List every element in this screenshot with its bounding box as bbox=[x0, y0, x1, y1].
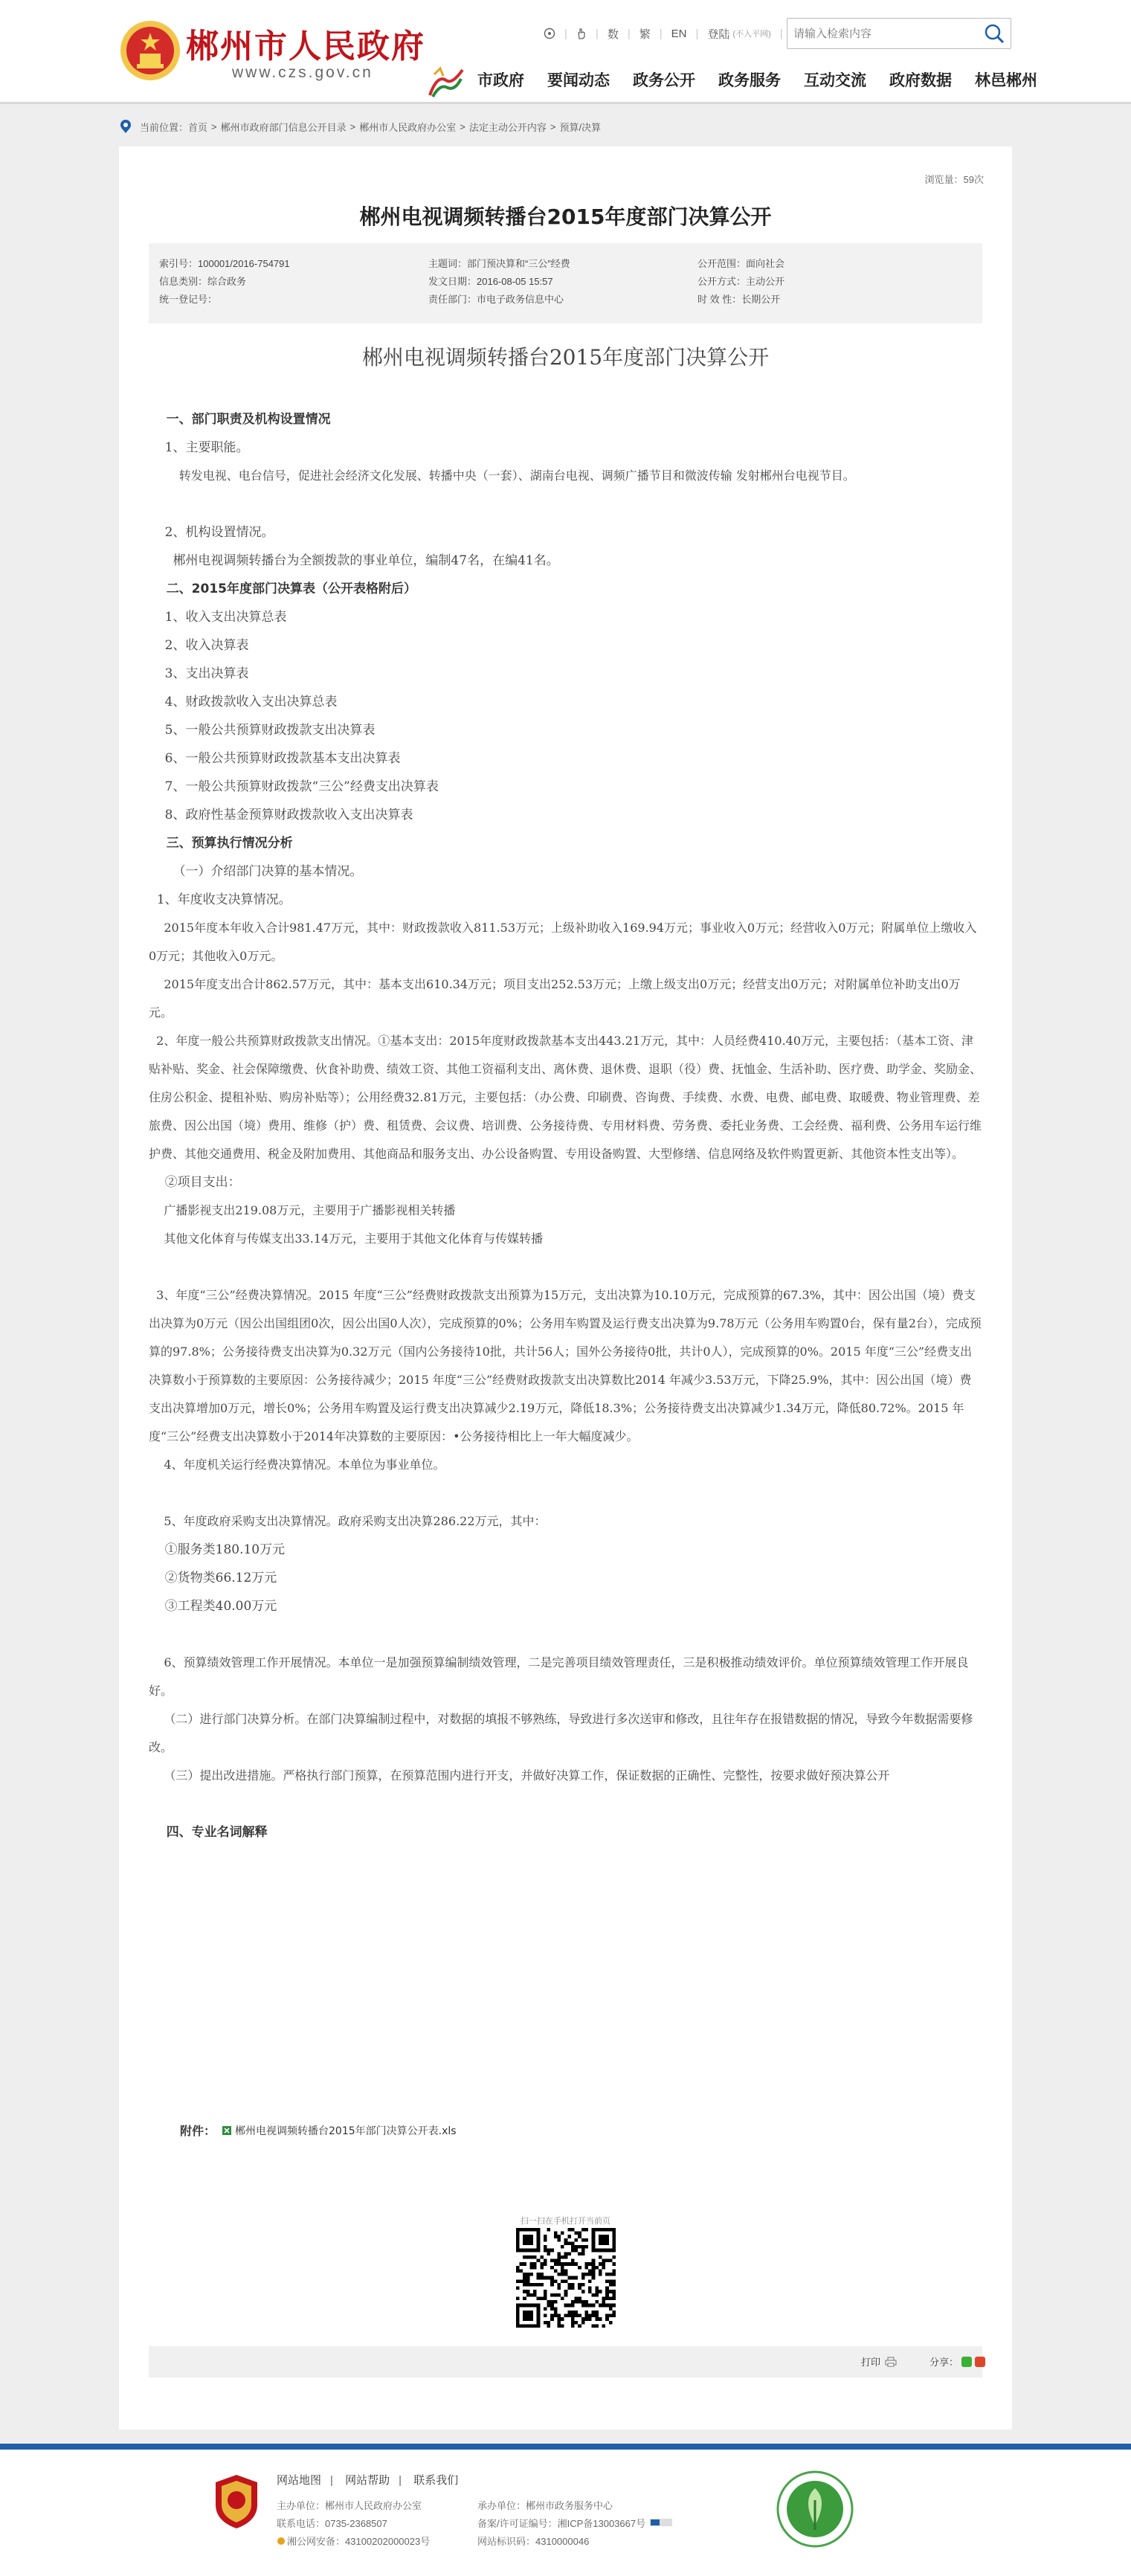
body-paragraph: ③工程类40.00万元 bbox=[149, 1599, 277, 1614]
print-label: 打印 bbox=[861, 2357, 881, 2368]
print-button[interactable] bbox=[861, 2354, 897, 2369]
site-header bbox=[0, 0, 1131, 104]
body-paragraph: （二）进行部门决算分析。在部门决算编制过程中，对数据的填报不够熟练，导致进行多次送审和修改，且往年存在报错数据的情况，导致今年数据需要修改。 bbox=[149, 1712, 973, 1754]
meta-keywords: 主题词：部门预决算和“三公”经费 bbox=[428, 258, 570, 269]
login-link[interactable] bbox=[707, 26, 770, 42]
site-url: www.czs.gov.cn bbox=[232, 64, 373, 81]
body-paragraph: ②货物类66.12万元 bbox=[149, 1571, 277, 1585]
body-paragraph: ①服务类180.10万元 bbox=[149, 1542, 286, 1557]
body-paragraph bbox=[149, 1790, 982, 1818]
footer-info bbox=[277, 2497, 672, 2551]
english-link[interactable]: EN bbox=[671, 27, 687, 40]
body-paragraph: ②项目支出： bbox=[149, 1175, 241, 1190]
location-pin-icon bbox=[119, 119, 132, 134]
article-subtitle: 郴州电视调频转播台2015年度部门决算公开 bbox=[361, 345, 770, 370]
body-paragraph: 郴州电视调频转播台为全额拨款的事业单位，编制47名，在编41名。 bbox=[149, 553, 559, 568]
body-paragraph bbox=[149, 1253, 982, 1281]
party-government-seal-icon[interactable] bbox=[213, 2473, 260, 2530]
body-paragraph: 1、主要职能。 bbox=[149, 440, 249, 455]
section-heading: 四、专业名词解释 bbox=[149, 1825, 268, 1840]
national-emblem-icon[interactable] bbox=[119, 19, 181, 82]
body-paragraph: 2、收入决算表 bbox=[149, 638, 249, 653]
breadcrumb-item-public-content[interactable]: 法定主动公开内容 bbox=[468, 121, 547, 133]
traditional-chinese-link[interactable]: 繁 bbox=[639, 28, 651, 41]
nav-item-interaction[interactable]: 互动交流 bbox=[804, 71, 866, 89]
nav-item-news[interactable]: 要闻动态 bbox=[547, 71, 610, 89]
body-paragraph: 7、一般公共预算财政拨款“三公”经费支出决算表 bbox=[149, 779, 439, 794]
section-heading: 一、部门职责及机构设置情况 bbox=[149, 412, 331, 427]
meta-category: 信息类别：综合政务 bbox=[159, 276, 247, 287]
footer-phone: 联系电话：0735-2368507 bbox=[277, 2518, 387, 2529]
attachment-label: 附件： bbox=[180, 2124, 216, 2138]
body-paragraph bbox=[149, 1479, 982, 1507]
share-group bbox=[929, 2354, 985, 2369]
article-body bbox=[149, 405, 982, 1846]
body-paragraph: 5、年度政府采购支出决算情况。政府采购支出决算286.22万元，其中： bbox=[149, 1514, 547, 1528]
article-action-bar bbox=[149, 2346, 982, 2377]
footer-icp-text: 备案/许可证编号：湘ICP备13003667号 bbox=[477, 2518, 646, 2529]
body-paragraph bbox=[149, 490, 982, 518]
breadcrumb-separator: > bbox=[550, 120, 556, 132]
breadcrumb-separator: > bbox=[211, 120, 217, 132]
body-paragraph: 4、年度机关运行经费决算情况。本单位为事业单位。 bbox=[149, 1458, 445, 1472]
body-paragraph: 广播影视支出219.08万元，主要用于广播影视相关转播 bbox=[149, 1203, 456, 1217]
breadcrumb-item-office[interactable]: 郴州市人民政府办公室 bbox=[359, 121, 457, 133]
login-label: 登陆 bbox=[707, 28, 730, 41]
login-sub-label: (不入平网) bbox=[732, 30, 771, 39]
meta-row bbox=[159, 256, 982, 274]
footer-police-record[interactable] bbox=[277, 2533, 477, 2551]
search-box bbox=[787, 18, 1011, 49]
body-paragraph: 1、收入支出决算总表 bbox=[149, 610, 287, 625]
article-title: 郴州电视调频转播台2015年度部门决算公开 bbox=[359, 205, 772, 229]
site-title[interactable]: 郴州市人民政府 bbox=[186, 28, 425, 65]
attachment-file-link[interactable]: 郴州电视调频转播台2015年部门决算公开表.xls bbox=[235, 2125, 457, 2137]
footer-site-code: 网站标识码：4310000046 bbox=[477, 2536, 590, 2547]
nav-item-gov-info[interactable]: 政务公开 bbox=[633, 71, 695, 89]
body-paragraph: 转发电视、电台信号，促进社会经济文化发展、转播中央（一套）、湖南台电视、调频广播节目和微波传输 发射郴州台电视节目。 bbox=[149, 468, 855, 483]
excel-file-icon bbox=[222, 2125, 232, 2136]
data-link[interactable]: 数 bbox=[607, 28, 619, 41]
share-label: 分享： bbox=[929, 2357, 959, 2368]
body-paragraph: 8、政府性基金预算财政拨款收入支出决算表 bbox=[149, 808, 413, 822]
section-heading: 二、2015年度部门决算表（公开表格附后） bbox=[149, 582, 417, 596]
meta-publish-date: 发文日期：2016-08-05 15:57 bbox=[428, 276, 553, 287]
footer-link-sitemap[interactable]: 网站地图 bbox=[277, 2474, 322, 2487]
weibo-share-icon[interactable] bbox=[975, 2357, 985, 2367]
body-paragraph: 5、一般公共预算财政拨款支出决算表 bbox=[149, 723, 376, 738]
meta-publish-method: 公开方式：主动公开 bbox=[697, 276, 785, 287]
body-paragraph: 6、预算绩效管理工作开展情况。本单位一是加强预算编制绩效管理，二是完善项目绩效管理责任，三是积极推动绩效评价。单位预算绩效管理工作开展良好。 bbox=[149, 1655, 969, 1698]
meta-registration-number: 统一登记号： bbox=[159, 294, 218, 305]
view-count: 浏览量：59次 bbox=[924, 174, 984, 185]
breadcrumb bbox=[119, 117, 601, 135]
body-paragraph: 6、一般公共预算财政拨款基本支出决算表 bbox=[149, 751, 401, 766]
meta-validity: 时 效 性：长期公开 bbox=[697, 294, 781, 305]
footer-sponsor: 主办单位：郴州市人民政府办公室 bbox=[277, 2500, 422, 2511]
hand-icon[interactable] bbox=[576, 28, 587, 39]
gov-site-find-error-badge-icon[interactable] bbox=[776, 2470, 854, 2548]
breadcrumb-item-budget[interactable]: 预算/决算 bbox=[559, 121, 602, 133]
top-toolbar: | | 数 | 繁 | EN | 登陆 (不入平网) | bbox=[539, 24, 819, 43]
nav-item-city-gov[interactable]: 市政府 bbox=[477, 71, 524, 89]
nav-item-gov-service[interactable]: 政务服务 bbox=[718, 71, 781, 89]
meta-row bbox=[159, 274, 982, 292]
body-paragraph: 3、年度“三公”经费决算情况。2015 年度“三公”经费财政拨款支出预算为15万元，支出决算为10.10万元，完成预算的67.3%，其中：因公出国（境）费支出决算为0万元（因公出国组团0次，因公出国0人次），完成预算的0%；公务用车购置及运行费支出决算为9.78万元（公务用车购置0台，保有量2台），完成预算的97.8%；公务接待费支出决算为0.32万元（国内公务接待10批，共计56人；国外公务接待0批，共计0人），完成预算的0%。2015 年度“三公”经费支出决算数小于预算数的主要原因：公务接待减少；2015 年度“三公”经费财政拨款支出决算数比2014 年减少3.53万元，下降25.9%，其中：因公出国（境）费支出决算增加0万元，增长0%；公务用车购置及运行费支出决算减少2.19万元，降低18.3%；公务接待费支出决算减少1.34万元，降低80.72%。2015 年度“三公”经费支出决算数小于2014年决算数的主要原因：•公务接待相比上一年大幅度减少。 bbox=[149, 1288, 982, 1443]
breadcrumb-separator: > bbox=[460, 120, 465, 132]
body-paragraph: 2015年度支出合计862.57万元，其中：基本支出610.34万元；项目支出252.53万元；上缴上级支出0万元；经营支出0万元；对附属单位补助支出0万元。 bbox=[149, 977, 961, 1020]
body-paragraph: 4、财政拨款收入支出决算总表 bbox=[149, 695, 338, 709]
section-heading: 三、预算执行情况分析 bbox=[149, 836, 293, 851]
nav-logo-icon bbox=[427, 65, 465, 98]
body-paragraph: 1、年度收支决算情况。 bbox=[149, 892, 291, 907]
body-paragraph: （三）提出改进措施。严格执行部门预算，在预算范围内进行开支，并做好决算工作，保证数据的正确性、完整性，按要求做好预决算公开 bbox=[149, 1768, 890, 1783]
breadcrumb-item-catalog[interactable]: 郴州市政府部门信息公开目录 bbox=[220, 121, 347, 133]
article-meta-box bbox=[149, 243, 982, 323]
qr-code-image bbox=[516, 2228, 616, 2328]
footer-organizer: 承办单位：郴州市政务服务中心 bbox=[477, 2500, 613, 2511]
search-icon[interactable] bbox=[982, 22, 1006, 45]
main-nav bbox=[477, 68, 1037, 91]
attachment bbox=[180, 2122, 457, 2139]
printer-icon bbox=[885, 2357, 897, 2367]
police-badge-icon bbox=[277, 2537, 286, 2546]
breadcrumb-item-home[interactable]: 首页 bbox=[188, 121, 208, 133]
nav-item-linyi-chenzhou[interactable]: 林邑郴州 bbox=[975, 71, 1037, 89]
meta-scope: 公开范围：面向社会 bbox=[697, 258, 785, 269]
site-footer bbox=[0, 2444, 1131, 2576]
footer-links: 网站地图 | 网站帮助 | 联系我们 bbox=[277, 2474, 459, 2487]
footer-link-contact[interactable]: 联系我们 bbox=[413, 2474, 459, 2487]
footer-icp[interactable] bbox=[477, 2515, 672, 2533]
icp-badge-icon bbox=[650, 2518, 672, 2527]
breadcrumb-prefix: 当前位置： bbox=[140, 121, 189, 133]
breadcrumb-separator: > bbox=[349, 120, 356, 132]
body-paragraph: （一）介绍部门决算的基本情况。 bbox=[149, 864, 363, 879]
wechat-share-icon[interactable] bbox=[961, 2357, 972, 2367]
meta-department: 责任部门：市电子政务信息中心 bbox=[428, 294, 564, 305]
meta-index-number: 索引号：100001/2016-754791 bbox=[159, 258, 290, 269]
body-paragraph: 2、机构设置情况。 bbox=[149, 525, 274, 540]
search-input[interactable] bbox=[793, 25, 972, 42]
qr-code-label: 扫一扫在手机打开当前页 bbox=[521, 2217, 610, 2226]
body-paragraph: 3、支出决算表 bbox=[149, 666, 249, 681]
meta-row bbox=[159, 292, 982, 309]
footer-link-help[interactable]: 网站帮助 bbox=[345, 2474, 390, 2487]
footer-police-record-text: 湘公网安备：43100202000023号 bbox=[287, 2536, 431, 2547]
accessibility-icon[interactable] bbox=[544, 28, 555, 39]
nav-item-gov-data[interactable]: 政府数据 bbox=[889, 71, 952, 89]
body-paragraph: 2、年度一般公共预算财政拨款支出情况。①基本支出：2015年度财政拨款基本支出443.21万元，其中：人员经费410.40万元，主要包括：（基本工资、津贴补贴、奖金、社会保障缴费、伙食补助费、绩效工资、其他工资福利支出、离休费、退休费、退职（役）费、抚恤金、生活补助、医疗费、助学金、奖励金、住房公积金、提租补贴、购房补贴等）；公用经费32.81万元，主要包括：（办公费、印刷费、咨询费、手续费、水费、电费、邮电费、取暖费、物业管理费、差旅费、因公出国（境）费用、维修（护）费、租赁费、会议费、培训费、公务接待费、专用材料费、劳务费、委托业务费、工会经费、福利费、公务用车运行维护费、其他交通费用、税金及附加费用、其他商品和服务支出、办公设备购置、专用设备购置、大型修缮、信息网络及软件购置更新、其他资本性支出等）。 bbox=[149, 1034, 982, 1161]
body-paragraph bbox=[149, 1620, 982, 1649]
article-container bbox=[119, 146, 1012, 2430]
body-paragraph: 其他文化体育与传媒支出33.14万元，主要用于其他文化体育与传媒转播 bbox=[149, 1231, 544, 1246]
body-paragraph: 2015年度本年收入合计981.47万元，其中：财政拨款收入811.53万元；上级补助收入169.94万元；事业收入0万元；经营收入0万元；附属单位上缴收入0万元；其他收入0万元。 bbox=[149, 921, 977, 963]
